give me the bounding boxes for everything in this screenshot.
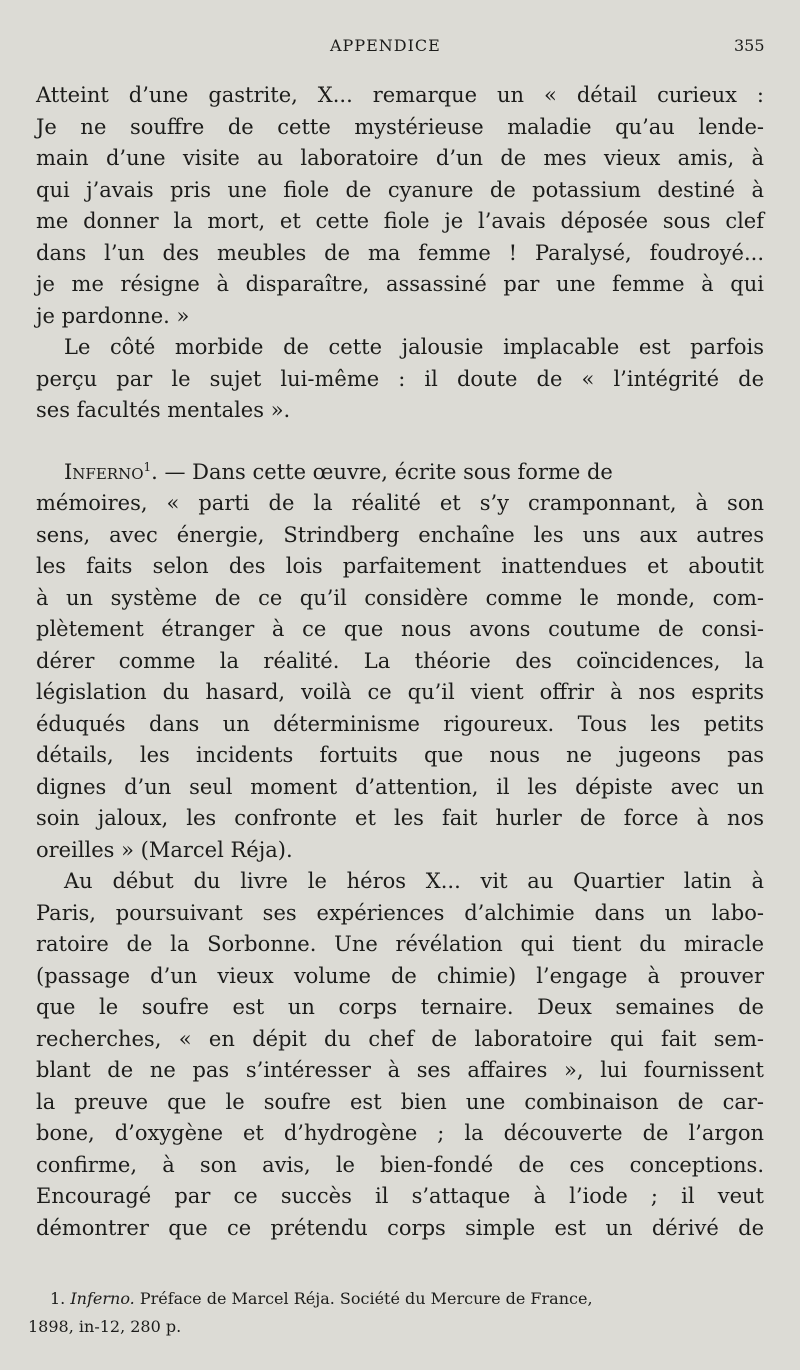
footnote — [28, 1285, 764, 1341]
running-title: APPENDICE — [330, 36, 441, 55]
text-line: Au début du livre le héros X... vit au Quartier latin à — [64, 869, 764, 893]
text-line: législation du hasard, voilà ce qu’il vient offrir à nos esprits — [36, 680, 764, 704]
section-first-line-text: . — Dans cette œuvre, écrite sous forme de — [151, 459, 613, 484]
text-line: je me résigne à disparaître, assassiné par une femme à qui — [36, 272, 764, 296]
text-line: main d’une visite au laboratoire d’un de mes vieux amis, à — [36, 146, 764, 170]
text-line: ses facultés mentales ». — [36, 398, 291, 422]
footnote-line — [50, 1285, 764, 1313]
text-line: je pardonne. » — [36, 303, 190, 328]
text-line: confirme, à son avis, le bien-fondé de ces conceptions. — [36, 1152, 764, 1177]
text-line: qui j’avais pris une fiole de cyanure de potassium destiné à — [36, 177, 764, 202]
text-line: que le soufre est un corps ternaire. Deux semaines de — [36, 995, 764, 1019]
text-line: (passage d’un vieux volume de chimie) l’engage à prouver — [36, 963, 764, 988]
text-line: perçu par le sujet lui-même : il doute de « l’intégrité de — [36, 366, 764, 391]
text-line: détails, les incidents fortuits que nous ne jugeons pas — [36, 743, 764, 767]
text-line: Le côté morbide de cette jalousie implacable est parfois — [64, 335, 764, 359]
text-line: mémoires, « parti de la réalité et s’y cramponnant, à son — [36, 491, 764, 515]
footnote-marker: 1. — [50, 1289, 66, 1308]
text-line: dans l’un des meubles de ma femme ! Paralysé, foudroyé... — [36, 240, 764, 265]
text-line: oreilles » (Marcel Réja). — [36, 837, 293, 862]
section-first-line — [36, 457, 764, 489]
text-line: blant de ne pas s’intéresser à ses affaires », lui fournissent — [36, 1058, 764, 1082]
text-line: Atteint d’une gastrite, X... remarque un « détail curieux : — [36, 83, 764, 107]
text-line: soin jaloux, les confronte et les fait hurler de force à nos — [36, 806, 764, 830]
section-title: Inferno — [64, 459, 144, 484]
text-line: dérer comme la réalité. La théorie des coïncidences, la — [36, 648, 764, 673]
footnote-line-2: 1898, in-12, 280 p. — [28, 1317, 182, 1336]
text-line: à un système de ce qu’il considère comme le monde, com- — [36, 585, 764, 610]
text-line: les faits selon des lois parfaitement inattendues et aboutit — [36, 554, 764, 578]
text-line: bone, d’oxygène et d’hydrogène ; la découverte de l’argon — [36, 1121, 764, 1145]
text-line: démontrer que ce prétendu corps simple est un dérivé de — [36, 1215, 764, 1240]
text-line: Paris, poursuivant ses expériences d’alchimie dans un labo- — [36, 900, 764, 925]
text-line: dignes d’un seul moment d’attention, il les dépiste avec un — [36, 774, 764, 799]
text-line: plètement étranger à ce que nous avons coutume de consi- — [36, 617, 764, 641]
text-line: ratoire de la Sorbonne. Une révélation qui tient du miracle — [36, 932, 764, 956]
text-line: Je ne souffre de cette mystérieuse maladie qu’au lende- — [36, 114, 764, 139]
footnote-ref: 1 — [143, 459, 152, 474]
body-text — [36, 80, 764, 1244]
text-line: la preuve que le soufre est bien une combinaison de car- — [36, 1089, 764, 1114]
text-line: sens, avec énergie, Strindberg enchaîne les uns aux autres — [36, 522, 764, 547]
text-line: recherches, « en dépit du chef de laboratoire qui fait sem- — [36, 1026, 764, 1051]
text-line: me donner la mort, et cette fiole je l’avais déposée sous clef — [36, 209, 764, 233]
page-number: 355 — [734, 36, 765, 55]
text-line: Encouragé par ce succès il s’attaque à l’iode ; il veut — [36, 1184, 764, 1208]
running-header — [0, 36, 800, 60]
footnote-text: Préface de Marcel Réja. Société du Mercure de France, — [139, 1289, 593, 1308]
section-gap — [36, 427, 764, 457]
text-line: éduqués dans un déterminisme rigoureux. Tous les petits — [36, 711, 764, 736]
footnote-title: Inferno. — [70, 1289, 135, 1308]
